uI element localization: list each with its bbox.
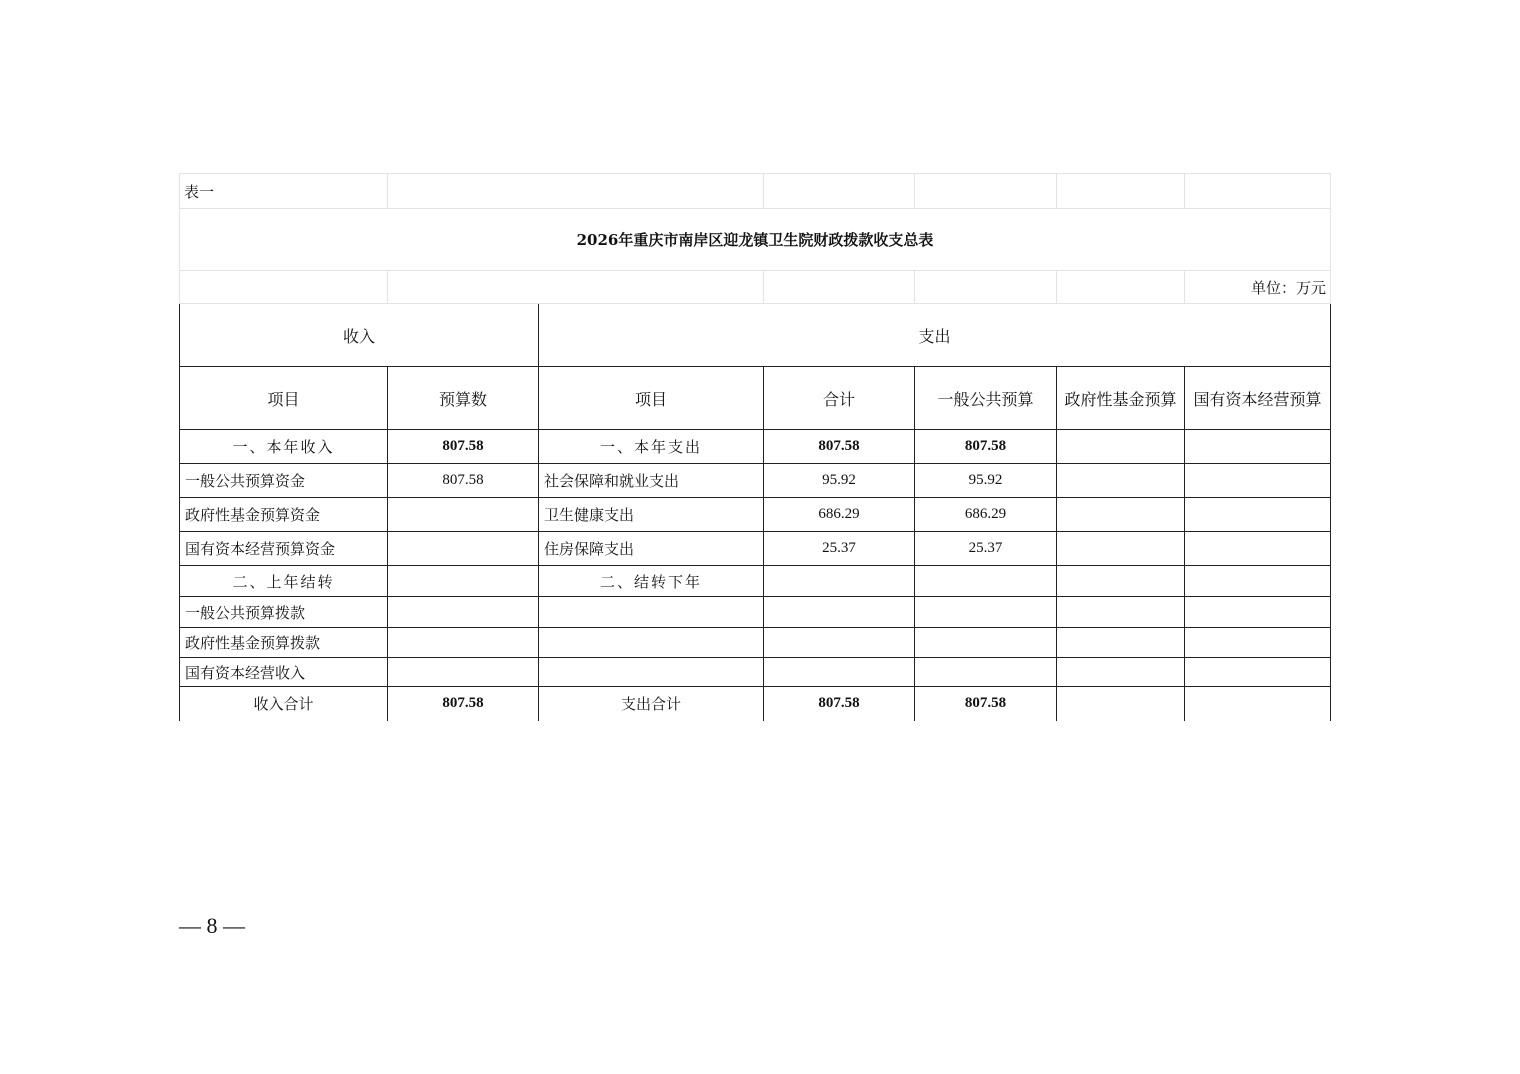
- expense-item: [539, 628, 764, 658]
- income-total-label: 收入合计: [180, 687, 388, 721]
- expense-header: 支出: [539, 304, 1331, 367]
- expense-item: [539, 658, 764, 687]
- income-amount: 807.58: [388, 430, 539, 464]
- expense-general: [915, 597, 1057, 628]
- expense-item: 二、结转下年: [539, 566, 764, 597]
- expense-item: 社会保障和就业支出: [539, 464, 764, 498]
- expense-state-capital: [1185, 430, 1331, 464]
- expense-item: 卫生健康支出: [539, 498, 764, 532]
- income-amount: 807.58: [388, 464, 539, 498]
- expense-item: 一、本年支出: [539, 430, 764, 464]
- income-amount: [388, 532, 539, 566]
- expense-total: 807.58: [764, 687, 915, 721]
- table-row: [180, 566, 1331, 597]
- table-row: [180, 498, 1331, 532]
- expense-fund: [1057, 687, 1185, 721]
- expense-item: [539, 597, 764, 628]
- income-item: 国有资本经营收入: [180, 658, 388, 687]
- income-item: 二、上年结转: [180, 566, 388, 597]
- expense-state-capital: [1185, 628, 1331, 658]
- income-item: 政府性基金预算拨款: [180, 628, 388, 658]
- unit-row: [180, 271, 1331, 304]
- column-header: 项目: [180, 367, 388, 430]
- expense-state-capital: [1185, 532, 1331, 566]
- column-header: 政府性基金预算: [1057, 367, 1185, 430]
- expense-state-capital: [1185, 658, 1331, 687]
- column-header-row: [180, 367, 1331, 430]
- table-row: [180, 597, 1331, 628]
- table-row: [180, 658, 1331, 687]
- expense-fund: [1057, 532, 1185, 566]
- income-amount: [388, 597, 539, 628]
- expense-total: [764, 658, 915, 687]
- expense-general: [915, 566, 1057, 597]
- title-row: [180, 209, 1331, 271]
- income-total-amount: 807.58: [388, 687, 539, 721]
- page-number: — 8 —: [179, 913, 245, 938]
- table-row: [180, 628, 1331, 658]
- expense-total: 807.58: [764, 430, 915, 464]
- table-row: [180, 532, 1331, 566]
- expense-fund: [1057, 566, 1185, 597]
- expense-general: 95.92: [915, 464, 1057, 498]
- expense-general: 807.58: [915, 687, 1057, 721]
- expense-fund: [1057, 430, 1185, 464]
- label-row: [180, 174, 1331, 209]
- income-amount: [388, 658, 539, 687]
- expense-total: 25.37: [764, 532, 915, 566]
- expense-general: 25.37: [915, 532, 1057, 566]
- column-header: 合计: [764, 367, 915, 430]
- expense-total-label: 支出合计: [539, 687, 764, 721]
- expense-fund: [1057, 498, 1185, 532]
- income-header: 收入: [180, 304, 539, 367]
- income-amount: [388, 628, 539, 658]
- expense-state-capital: [1185, 597, 1331, 628]
- expense-general: [915, 658, 1057, 687]
- income-item: 一般公共预算资金: [180, 464, 388, 498]
- table-row: [180, 430, 1331, 464]
- expense-general: 807.58: [915, 430, 1057, 464]
- expense-total: [764, 628, 915, 658]
- expense-total: 95.92: [764, 464, 915, 498]
- column-header: 预算数: [388, 367, 539, 430]
- expense-item: 住房保障支出: [539, 532, 764, 566]
- expense-state-capital: [1185, 498, 1331, 532]
- expense-fund: [1057, 628, 1185, 658]
- income-item: 一般公共预算拨款: [180, 597, 388, 628]
- expense-total: 686.29: [764, 498, 915, 532]
- expense-general: [915, 628, 1057, 658]
- expense-fund: [1057, 597, 1185, 628]
- table-row: [180, 464, 1331, 498]
- expense-total: [764, 597, 915, 628]
- total-row: [180, 687, 1331, 721]
- unit-label: 单位：万元: [1185, 271, 1331, 304]
- column-header: 项目: [539, 367, 764, 430]
- expense-total: [764, 566, 915, 597]
- budget-table: [179, 173, 1331, 721]
- expense-fund: [1057, 464, 1185, 498]
- income-item: 政府性基金预算资金: [180, 498, 388, 532]
- income-amount: [388, 566, 539, 597]
- expense-state-capital: [1185, 566, 1331, 597]
- column-header: 国有资本经营预算: [1185, 367, 1331, 430]
- section-header-row: [180, 304, 1331, 367]
- expense-fund: [1057, 658, 1185, 687]
- table-label: 表一: [180, 174, 388, 209]
- expense-state-capital: [1185, 687, 1331, 721]
- table-title: 2026年重庆市南岸区迎龙镇卫生院财政拨款收支总表: [180, 209, 1331, 271]
- column-header: 一般公共预算: [915, 367, 1057, 430]
- expense-general: 686.29: [915, 498, 1057, 532]
- expense-state-capital: [1185, 464, 1331, 498]
- income-item: 国有资本经营预算资金: [180, 532, 388, 566]
- income-amount: [388, 498, 539, 532]
- income-item: 一、本年收入: [180, 430, 388, 464]
